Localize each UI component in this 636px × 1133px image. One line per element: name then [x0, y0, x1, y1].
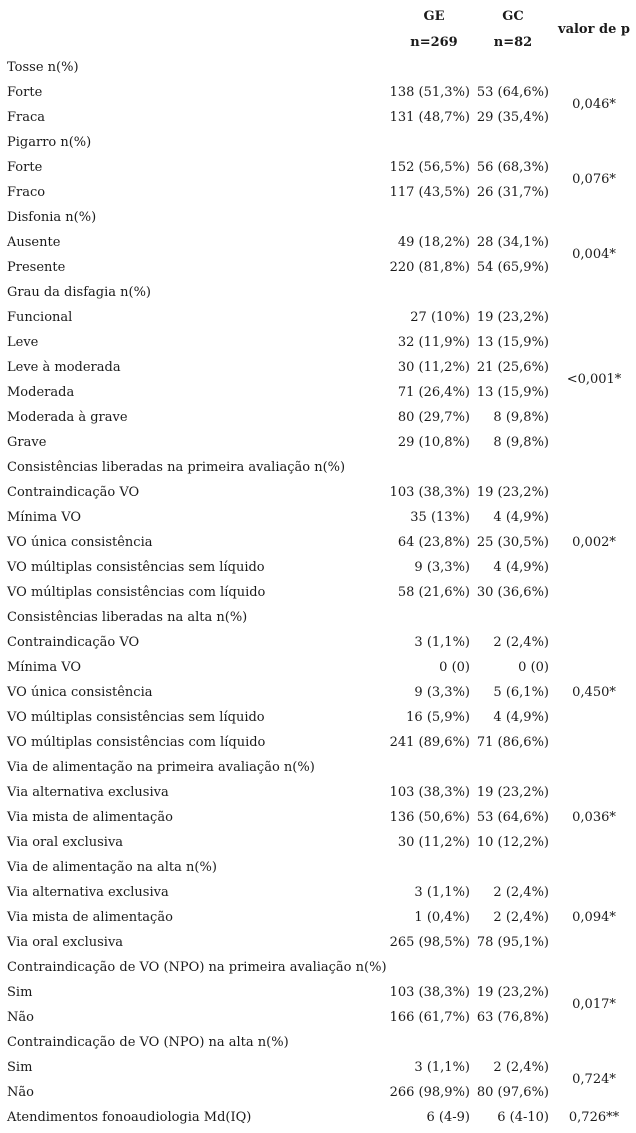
table-row: [0, 230, 636, 255]
row-label: VO múltiplas consistências com líquido: [7, 585, 266, 600]
row-label: Forte: [7, 160, 43, 175]
row-label: Mínima VO: [7, 510, 82, 525]
row-label: Via oral exclusiva: [7, 835, 124, 850]
ge-value: 166 (61,7%): [389, 1010, 470, 1025]
ge-value: 265 (98,5%): [389, 935, 470, 950]
gc-value: 2 (2,4%): [493, 635, 549, 650]
p-value: 0,017*: [572, 997, 616, 1012]
table-row: [0, 455, 636, 480]
header-ge-title: GE: [423, 9, 445, 24]
row-label: Ausente: [7, 235, 61, 250]
row-label: Sim: [7, 1060, 33, 1075]
ge-value: 64 (23,8%): [397, 535, 470, 550]
row-label: Via de alimentação na alta n(%): [7, 860, 217, 875]
ge-value: 0 (0): [439, 660, 470, 675]
p-value: <0,001*: [566, 372, 622, 387]
table-row: [0, 180, 636, 205]
ge-value: 1 (0,4%): [414, 910, 470, 925]
table-row: [0, 880, 636, 905]
gc-value: 6 (4-10): [497, 1110, 549, 1125]
ge-value: 3 (1,1%): [414, 1060, 470, 1075]
ge-value: 30 (11,2%): [397, 835, 470, 850]
row-label: VO múltiplas consistências sem líquido: [7, 560, 265, 575]
table-row: [0, 655, 636, 680]
ge-value: 241 (89,6%): [389, 735, 470, 750]
ge-value: 3 (1,1%): [414, 635, 470, 650]
row-label: Forte: [7, 85, 43, 100]
table-row: [0, 555, 636, 580]
row-label: VO única consistência: [7, 685, 153, 700]
gc-value: 4 (4,9%): [493, 510, 549, 525]
ge-value: 49 (18,2%): [397, 235, 470, 250]
gc-value: 63 (76,8%): [476, 1010, 549, 1025]
table-row: [0, 205, 636, 230]
table-row: [0, 530, 636, 555]
gc-value: 2 (2,4%): [493, 885, 549, 900]
gc-value: 56 (68,3%): [476, 160, 549, 175]
ge-value: 103 (38,3%): [389, 785, 470, 800]
row-label: Pigarro n(%): [7, 135, 92, 150]
ge-value: 35 (13%): [410, 510, 470, 525]
ge-value: 152 (56,5%): [389, 160, 470, 175]
gc-value: 30 (36,6%): [476, 585, 549, 600]
table-row: [0, 55, 636, 80]
row-label: Moderada: [7, 385, 75, 400]
ge-value: 103 (38,3%): [389, 985, 470, 1000]
gc-value: 8 (9,8%): [493, 410, 549, 425]
table-row: [0, 930, 636, 955]
table-row: [0, 380, 636, 405]
row-label: Via mista de alimentação: [7, 910, 173, 925]
header-p-value: valor de p: [558, 22, 630, 37]
ge-value: 131 (48,7%): [389, 110, 470, 125]
gc-value: 26 (31,7%): [476, 185, 549, 200]
ge-value: 220 (81,8%): [389, 260, 470, 275]
table-row: [0, 355, 636, 380]
row-label: Via oral exclusiva: [7, 935, 124, 950]
p-value: 0,036*: [572, 809, 616, 825]
gc-value: 13 (15,9%): [476, 335, 549, 350]
table-row: [0, 580, 636, 605]
table-row: [0, 630, 636, 655]
ge-value: 117 (43,5%): [389, 185, 470, 200]
gc-value: 78 (95,1%): [476, 935, 549, 950]
row-label: Disfonia n(%): [7, 210, 97, 225]
ge-value: 103 (38,3%): [389, 485, 470, 500]
row-label: Leve à moderada: [7, 360, 121, 375]
ge-value: 80 (29,7%): [397, 410, 470, 425]
table-row: [0, 80, 636, 105]
row-label: Contraindicação VO: [7, 635, 140, 650]
row-label: Leve: [7, 335, 39, 350]
table-row: [0, 405, 636, 430]
p-value: 0,724*: [572, 1072, 616, 1087]
p-value: 0,450*: [572, 684, 616, 700]
gc-value: 25 (30,5%): [476, 535, 549, 550]
table-row: [0, 330, 636, 355]
p-value: 0,094*: [572, 909, 616, 925]
table-row: [0, 1030, 636, 1055]
gc-value: 5 (6,1%): [493, 685, 549, 700]
table-row: [0, 955, 636, 980]
gc-value: 4 (4,9%): [493, 710, 549, 725]
row-label: Consistências liberadas na alta n(%): [7, 610, 248, 625]
row-label: Contraindicação de VO (NPO) na alta n(%): [7, 1035, 289, 1050]
table-row: [0, 805, 636, 830]
table-row: [0, 430, 636, 455]
ge-value: 16 (5,9%): [406, 710, 470, 725]
gc-value: 8 (9,8%): [493, 435, 549, 450]
row-label: Via alternativa exclusiva: [7, 885, 169, 900]
gc-value: 10 (12,2%): [476, 835, 549, 850]
table-row: [0, 755, 636, 780]
row-label: VO múltiplas consistências sem líquido: [7, 710, 265, 725]
row-label: Moderada à grave: [7, 410, 128, 425]
gc-value: 71 (86,6%): [476, 735, 549, 750]
table-row: [0, 780, 636, 805]
row-label: Via mista de alimentação: [7, 810, 173, 825]
ge-value: 9 (3,3%): [414, 685, 470, 700]
table-row: [0, 705, 636, 730]
p-value: 0,004*: [572, 247, 616, 262]
table-row: [0, 905, 636, 930]
ge-value: 71 (26,4%): [397, 385, 470, 400]
row-label: Consistências liberadas na primeira avaliação n(%): [7, 460, 346, 475]
row-label: Não: [7, 1085, 34, 1100]
ge-value: 266 (98,9%): [389, 1085, 470, 1100]
row-label: Presente: [7, 260, 66, 275]
row-label: Fraca: [7, 110, 46, 125]
table-row: [0, 680, 636, 705]
ge-value: 30 (11,2%): [397, 360, 470, 375]
ge-value: 6 (4-9): [426, 1110, 470, 1125]
table-row: [0, 1080, 636, 1105]
row-label: Grave: [7, 435, 47, 450]
header-gc-n: n=82: [493, 35, 533, 50]
gc-value: 80 (97,6%): [476, 1085, 549, 1100]
gc-value: 13 (15,9%): [476, 385, 549, 400]
header-gc-title: GC: [502, 9, 524, 24]
row-label: Fraco: [7, 185, 46, 200]
table-row: [0, 480, 636, 505]
row-label: Via alternativa exclusiva: [7, 785, 169, 800]
gc-value: 19 (23,2%): [476, 485, 549, 500]
ge-value: 9 (3,3%): [414, 560, 470, 575]
gc-value: 19 (23,2%): [476, 785, 549, 800]
row-label: Mínima VO: [7, 660, 82, 675]
p-value: 0,076*: [572, 172, 616, 187]
gc-value: 19 (23,2%): [476, 310, 549, 325]
row-label: Tosse n(%): [7, 60, 79, 75]
gc-value: 19 (23,2%): [476, 985, 549, 1000]
row-label: Sim: [7, 985, 33, 1000]
gc-value: 28 (34,1%): [476, 235, 549, 250]
ge-value: 27 (10%): [410, 310, 470, 325]
table-row: [0, 980, 636, 1005]
gc-value: 53 (64,6%): [476, 810, 549, 825]
header-ge-n: n=269: [410, 35, 458, 50]
table-row: [0, 305, 636, 330]
table-row: [0, 1055, 636, 1080]
row-label: Grau da disfagia n(%): [7, 285, 152, 300]
ge-value: 32 (11,9%): [397, 335, 470, 350]
row-label: Não: [7, 1010, 34, 1025]
table-row: [0, 280, 636, 305]
table-row: [0, 105, 636, 130]
row-label: Via de alimentação na primeira avaliação n(%): [7, 760, 315, 775]
gc-value: 53 (64,6%): [476, 85, 549, 100]
gc-value: 54 (65,9%): [476, 260, 549, 275]
row-label: VO múltiplas consistências com líquido: [7, 735, 266, 750]
table-row: [0, 605, 636, 630]
gc-value: 29 (35,4%): [476, 110, 549, 125]
gc-value: 2 (2,4%): [493, 1060, 549, 1075]
row-label: Funcional: [7, 310, 73, 325]
gc-value: 2 (2,4%): [493, 910, 549, 925]
table-row: [0, 830, 636, 855]
ge-value: 3 (1,1%): [414, 885, 470, 900]
gc-value: 21 (25,6%): [476, 360, 549, 375]
table-row: [0, 255, 636, 280]
table-row: [0, 730, 636, 755]
ge-value: 29 (10,8%): [397, 435, 470, 450]
ge-value: 138 (51,3%): [389, 85, 470, 100]
gc-value: 4 (4,9%): [493, 560, 549, 575]
row-label: Atendimentos fonoaudiologia Md(IQ): [7, 1110, 252, 1125]
table-row: [0, 855, 636, 880]
p-value: 0,046*: [572, 97, 616, 112]
row-label: Contraindicação VO: [7, 485, 140, 500]
table-row: [0, 505, 636, 530]
ge-value: 58 (21,6%): [397, 585, 470, 600]
p-value: 0,726**: [568, 1109, 620, 1125]
ge-value: 136 (50,6%): [389, 810, 470, 825]
table-row: [0, 1105, 636, 1130]
p-value: 0,002*: [572, 534, 616, 550]
row-label: VO única consistência: [7, 535, 153, 550]
gc-value: 0 (0): [518, 660, 549, 675]
row-label: Contraindicação de VO (NPO) na primeira avaliação n(%): [7, 960, 387, 975]
table-row: [0, 130, 636, 155]
table-row: [0, 155, 636, 180]
table-row: [0, 1005, 636, 1030]
